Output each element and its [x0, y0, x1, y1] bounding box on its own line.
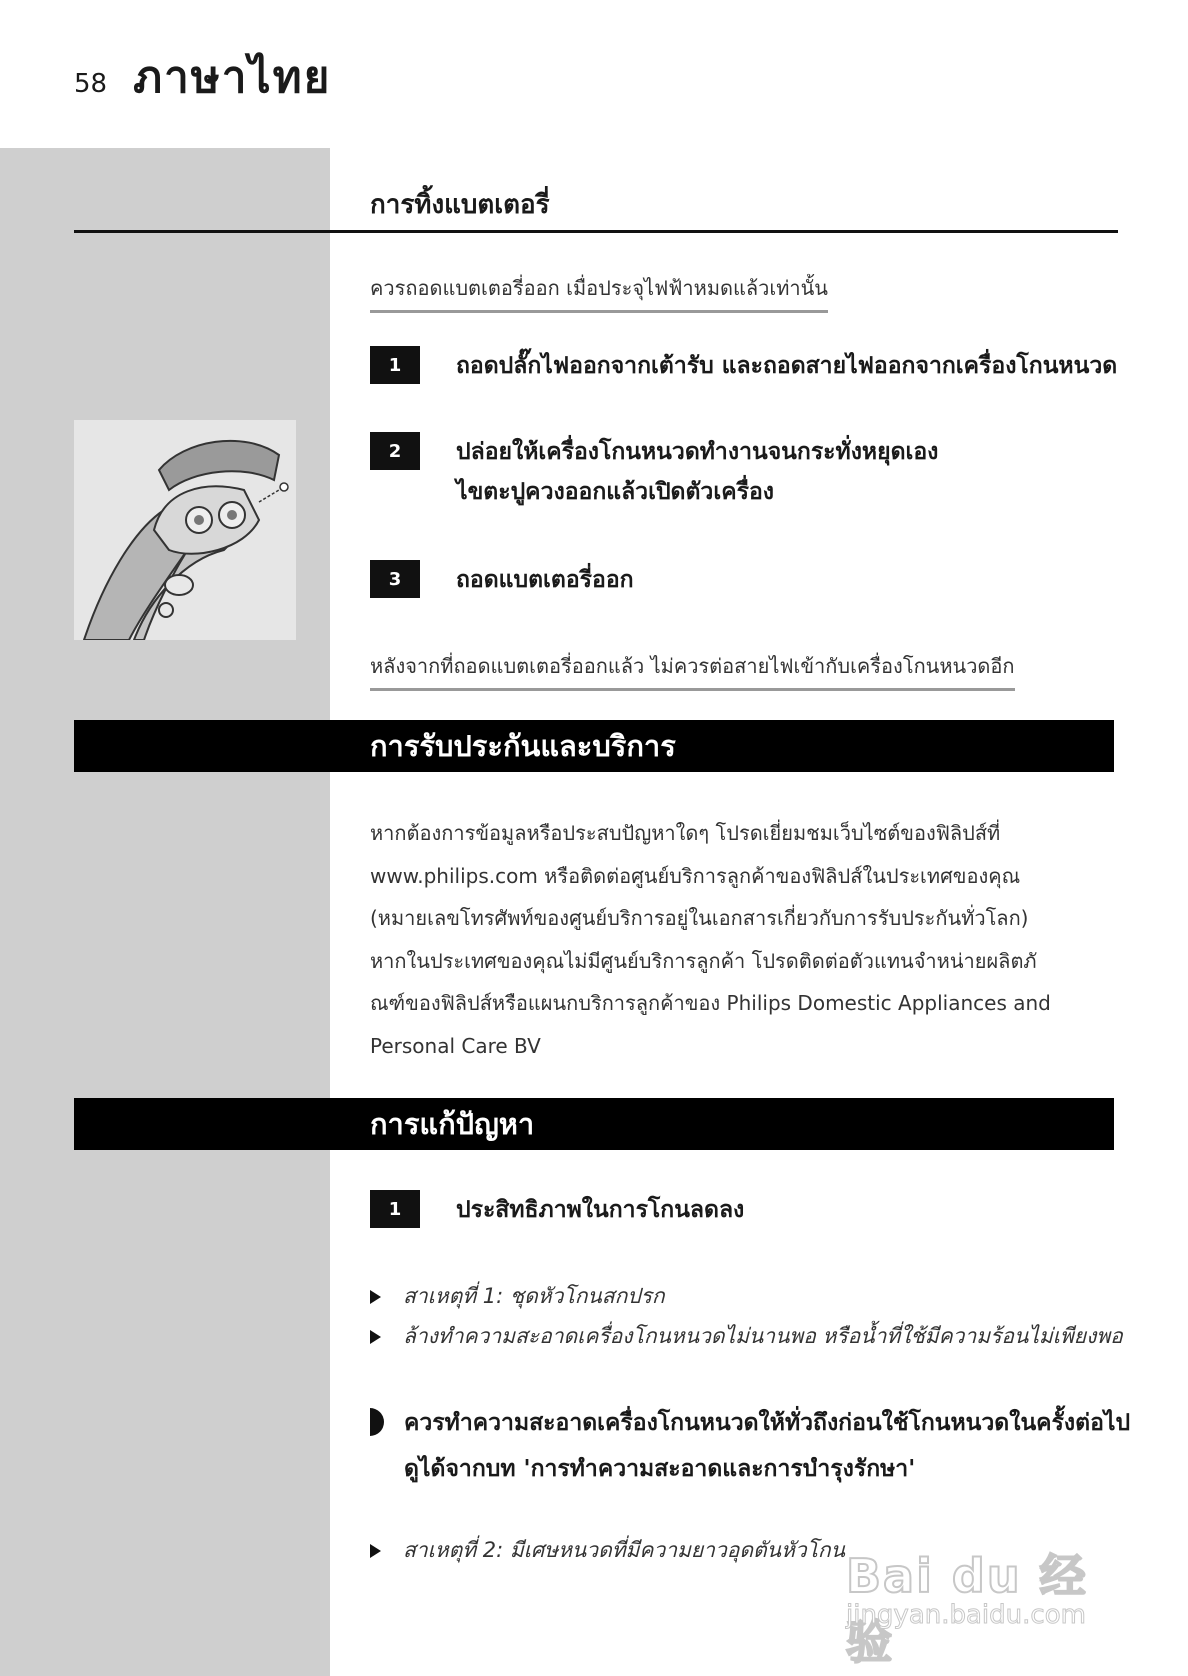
- bullet-triangle-icon: [370, 1330, 381, 1344]
- solution-text: ควรทำความสะอาดเครื่องโกนหนวดให้ทั่วถึงก่อนใช้โกนหนวดในครั้งต่อไป ดูได้จากบท 'การทำความสะอาดและการบำรุงรักษา': [404, 1410, 1131, 1482]
- gray-sidebar: [0, 148, 330, 1676]
- bullet-triangle-icon: [370, 1544, 381, 1558]
- guarantee-text: หากต้องการข้อมูลหรือประสบปัญหาใดๆ โปรดเยี่ยมชมเว็บไซต์ของฟิลิปส์ที่ www.philips.com หรือติดต่อศูนย์บริการลูกค้าของฟิลิปส์ในประเทศของคุณ (หมายเลขโทรศัพท์ของศูนย์บริการอยู่ในเอกสารเกี่ยวกับการรับประกันทั่วโลก) หากในประเทศของคุณไม่มีศูนย์บริการลูกค้า โปรดติดต่อตัวแทนจำหน่ายผลิตภั ณฑ์ของฟิลิปส์หรือแผนกบริการลูกค้าของ Philips Domestic Appliances and Personal Care BV: [370, 821, 1051, 1058]
- solution-marker-icon: [370, 1408, 384, 1436]
- watermark-url: jingyan.baidu.com: [846, 1600, 1086, 1630]
- cause-item: สาเหตุที่ 2: มีเศษหนวดที่มีความยาวอุดตันหัวโกน: [370, 1534, 845, 1567]
- cause-item: สาเหตุที่ 1: ชุดหัวโกนสกปรก: [370, 1280, 665, 1313]
- troubleshooting-header-bar: [74, 1098, 1114, 1150]
- step-text: ปล่อยให้เครื่องโกนหนวดทำงานจนกระทั่งหยุดเอง ไขตะปูควงออกแล้วเปิดตัวเครื่อง: [456, 439, 939, 505]
- section-divider: [74, 230, 1118, 233]
- problem-text: ประสิทธิภาพในการโกนลดลง: [456, 1197, 745, 1223]
- battery-note-top: ควรถอดแบตเตอรี่ออก เมื่อประจุไฟฟ้าหมดแล้วเท่านั้น: [370, 272, 828, 313]
- step-number: 3: [370, 560, 420, 598]
- cause-item: ล้างทำความสะอาดเครื่องโกนหนวดไม่นานพอ หรือน้ำที่ใช้มีความร้อนไม่เพียงพอ: [370, 1320, 1123, 1353]
- problem-1: [370, 1190, 744, 1230]
- baidu-watermark: [846, 1500, 1116, 1669]
- page-number: 58: [74, 69, 108, 99]
- battery-note-bottom: หลังจากที่ถอดแบตเตอรี่ออกแล้ว ไม่ควรต่อสายไฟเข้ากับเครื่องโกนหนวดอีก: [370, 650, 1015, 691]
- solution: [370, 1400, 1130, 1492]
- guarantee-title: การรับประกันและบริการ: [370, 729, 676, 763]
- battery-disposal-title: การทิ้งแบตเตอรี่: [370, 190, 550, 220]
- step-text: ถอดแบตเตอรี่ออก: [456, 567, 634, 593]
- page-language-title: ภาษาไทย: [133, 52, 332, 103]
- shaver-drawing: [74, 420, 296, 640]
- problem-number: 1: [370, 1190, 420, 1228]
- page-header: [74, 42, 331, 112]
- step-2: [370, 432, 938, 512]
- bullet-triangle-icon: [370, 1290, 381, 1304]
- step-3: [370, 560, 634, 600]
- step-text: ถอดปลั๊กไฟออกจากเต้ารับ และถอดสายไฟออกจากเครื่องโกนหนวด: [456, 353, 1118, 379]
- step-1: [370, 346, 1117, 386]
- step-number: 2: [370, 432, 420, 470]
- troubleshooting-title: การแก้ปัญหา: [370, 1107, 535, 1141]
- step-number: 1: [370, 346, 420, 384]
- shaver-illustration: [74, 420, 296, 640]
- watermark-brand: Bai du 经验: [846, 1549, 1088, 1669]
